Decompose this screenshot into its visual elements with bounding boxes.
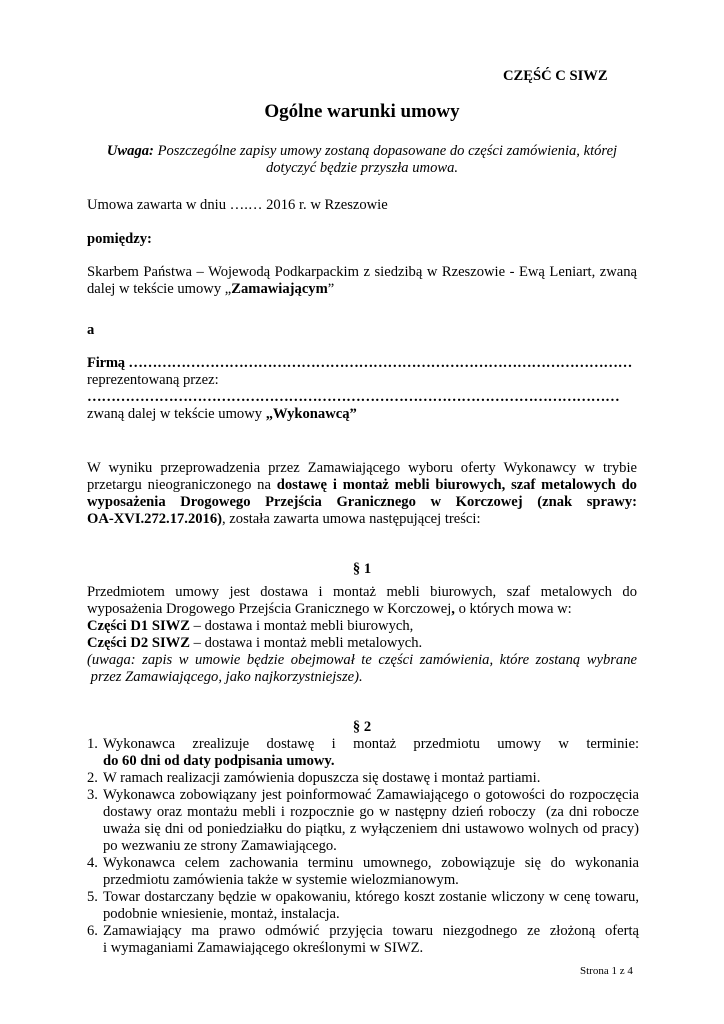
section-1-body [87, 584, 637, 686]
firm-line: Firmą …………………………………………………………………………………………… [87, 355, 633, 371]
and-label: a [87, 322, 95, 338]
section-1-heading: § 1 [352, 561, 372, 577]
part-d2: Części D2 SIWZ – dostawa i montaż mebli metalowych. [87, 635, 423, 651]
list-item: 2. W ramach realizacji zamówienia dopuszcza się dostawę i montaż partiami. [87, 770, 541, 786]
note-line-1: Uwaga: Poszczególne zapisy umowy zostaną dopasowane do części zamówienia, której [106, 143, 618, 159]
part-d1: Części D1 SIWZ – dostawa i montaż mebli biurowych, [87, 618, 414, 634]
list-item: 1. Wykonawca zrealizuje dostawę i montaż przedmiotu umowy w terminie: do 60 dni od daty podpisania umowy. [87, 736, 639, 769]
represented-dots: ………………………………………………………………………………………………… [87, 389, 620, 405]
section-1-remark-2: przez Zamawiającego, jako najkorzystniejsze). [87, 669, 363, 685]
page-number: Strona 1 z 4 [580, 965, 633, 977]
list-item: 6. Zamawiający ma prawo odmówić przyjęcia towaru niezgodnego ze złożoną ofertą i wymaganiami Zamawiającego określonymi w SIWZ. [87, 923, 639, 956]
list-item: 4. Wykonawca celem zachowania terminu umownego, zobowiązuje się do wykonania przedmiotu zamówienia także w systemie wielozmianowym. [87, 855, 639, 888]
intro-line-1: W wyniku przeprowadzenia przez Zamawiającego wyboru oferty Wykonawcy w trybie [87, 460, 637, 476]
note-line-2: dotyczyć będzie przyszła umowa. [265, 160, 459, 176]
note [87, 143, 637, 177]
contractor-line: zwaną dalej w tekście umowy „Wykonawcą” [87, 406, 357, 422]
party-1-line-2: dalej w tekście umowy „Zamawiającym” [87, 281, 335, 297]
party-1 [87, 264, 637, 298]
party-1-line-1: Skarbem Państwa – Wojewodą Podkarpackim z siedzibą w Rzeszowie - Ewą Leniart, zwaną [87, 264, 637, 280]
between-label: pomiędzy: [87, 231, 152, 247]
intro-line-2: przetargu nieograniczonego na dostawę i montaż mebli biurowych, szaf metalowych do [87, 477, 637, 493]
intro-paragraph [87, 460, 637, 528]
intro-line-4: OA-XVI.272.17.2016), została zawarta umowa następującej treści: [87, 511, 481, 527]
section-1-line-2: wyposażenia Drogowego Przejścia Granicznego w Korczowej, o których mowa w: [87, 601, 572, 617]
part-header: CZĘŚĆ C SIWZ [503, 68, 608, 84]
page-title: Ogólne warunki umowy [264, 101, 460, 122]
note-label: Uwaga: [106, 143, 154, 159]
section-1-line-1: Przedmiotem umowy jest dostawa i montaż mebli biurowych, szaf metalowych do [87, 584, 637, 600]
list-item: 5. Towar dostarczany będzie w opakowaniu, którego koszt zostanie wliczony w cenę towaru, podobnie wniesienie, montaż, instalacja. [87, 889, 639, 922]
party-2 [87, 355, 637, 423]
contract-line: Umowa zawarta w dniu ….… 2016 r. w Rzeszowie [87, 197, 388, 213]
represented-label: reprezentowaną przez: [87, 372, 219, 388]
list-item: 3. Wykonawca zobowiązany jest poinformować Zamawiającego o gotowości do rozpoczęcia dostawy oraz montażu mebli i rozpocznie go w następny dzień roboczy (za dni robocze uważa się dni od poniedziałku do piątku, z wyłączeniem dni ustawowo wolnych od pracy) po wezwaniu ze strony Zamawiającego. [87, 787, 639, 854]
section-2-heading: § 2 [352, 719, 372, 735]
section-2-list [87, 736, 639, 957]
intro-line-3: wyposażenia Drogowego Przejścia Granicznego w Korczowej (znak sprawy: [87, 494, 637, 510]
section-1-remark-1: (uwaga: zapis w umowie będzie obejmował te części zamówienia, które zostaną wybrane [87, 652, 637, 668]
